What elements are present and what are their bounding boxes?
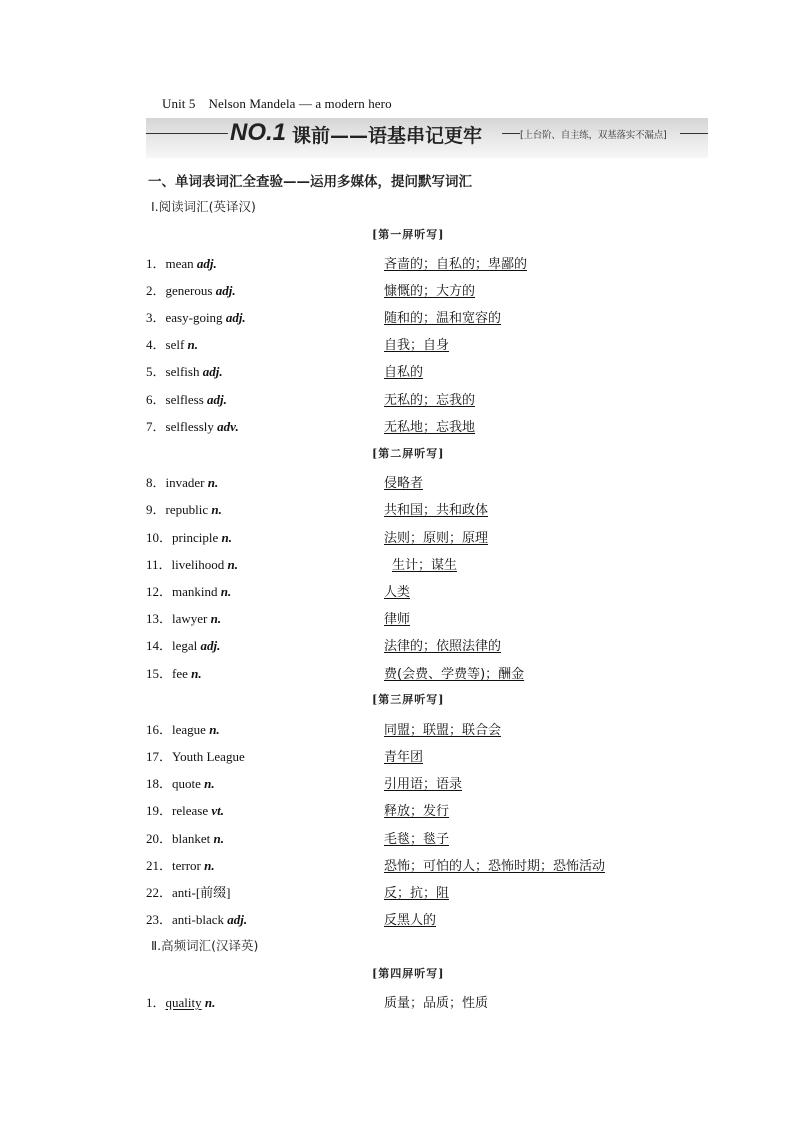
vocab-term: 22．anti-[前缀] <box>146 885 231 900</box>
vocab-term: 7．selflessly adv. <box>146 419 239 434</box>
vocab-term: 8．invader n. <box>146 475 219 490</box>
vocab-row <box>0 635 794 655</box>
vocab-translation: 自私的 <box>384 365 424 380</box>
vocab-term: 19．release vt. <box>146 803 224 818</box>
vocab-translation: 反；抗；阻 <box>384 886 450 901</box>
vocab-term: 13．lawyer n. <box>146 611 222 626</box>
vocab-translation: 法则；原则；原理 <box>384 531 489 546</box>
vocab-translation: 无私地；忘我地 <box>384 420 476 435</box>
vocab-translation: 法律的；依照法律的 <box>384 639 502 654</box>
vocab-row <box>0 719 794 739</box>
vocab-row <box>0 389 794 409</box>
vocab-translation: 自我；自身 <box>384 338 450 353</box>
vocab-row <box>0 416 794 436</box>
vocab-row <box>0 608 794 628</box>
vocab-translation: 慷慨的；大方的 <box>384 284 476 299</box>
section-banner <box>146 118 708 158</box>
vocab-translation: 人类 <box>384 585 411 600</box>
vocab-term: 9．republic n. <box>146 502 222 517</box>
vocab-term: 5．selfish adj. <box>146 364 223 379</box>
banner-rule <box>502 133 520 134</box>
banner-note: [上台阶、自主练，双基落实不漏点] <box>520 130 667 141</box>
vocab-translation: 释放；发行 <box>384 804 450 819</box>
vocab-row <box>0 499 794 519</box>
vocab-translation: 无私的；忘我的 <box>384 393 476 408</box>
vocab-translation: 毛毯；毯子 <box>384 832 450 847</box>
screen-label: [第四屏听写] <box>372 967 445 980</box>
banner-rule <box>146 133 228 134</box>
vocab-term: 20．blanket n. <box>146 831 225 846</box>
vocab-row <box>0 361 794 381</box>
vocab-term: 18．quote n. <box>146 776 215 791</box>
vocab-translation: 费(会费、学费等)；酬金 <box>384 667 525 682</box>
vocab-term: 1．quality n. <box>146 995 216 1010</box>
vocab-row <box>0 334 794 354</box>
vocab-row <box>0 909 794 929</box>
screen-label: [第二屏听写] <box>372 447 445 460</box>
vocab-term: 10．principle n. <box>146 530 232 545</box>
section-title: 一、单词表词汇全查验——运用多媒体，提问默写词汇 <box>148 174 472 190</box>
vocab-row <box>0 882 794 902</box>
vocab-term: 14．legal adj. <box>146 638 221 653</box>
vocab-translation: 质量；品质；性质 <box>384 996 489 1011</box>
vocab-term: 23．anti-black adj. <box>146 912 248 927</box>
vocab-row <box>0 554 794 574</box>
vocab-term: 3．easy-going adj. <box>146 310 246 325</box>
vocab-translation: 随和的；温和宽容的 <box>384 311 502 326</box>
banner-heading: 课前——语基串记更牢 <box>292 125 483 147</box>
vocab-translation: 共和国；共和政体 <box>384 503 489 518</box>
vocab-row <box>0 581 794 601</box>
screen-label: [第三屏听写] <box>372 693 445 706</box>
vocab-translation: 青年团 <box>384 750 424 765</box>
vocab-term: 1．mean adj. <box>146 256 217 271</box>
vocab-row <box>0 828 794 848</box>
vocab-translation: 恐怖；可怕的人；恐怖时期；恐怖活动 <box>384 859 606 874</box>
vocab-row <box>0 307 794 327</box>
vocab-translation: 侵略者 <box>384 476 424 491</box>
part1-title: Ⅰ.阅读词汇(英译汉) <box>151 199 256 214</box>
vocab-term: 21．terror n. <box>146 858 215 873</box>
part2-title: Ⅱ.高频词汇(汉译英) <box>151 938 259 953</box>
vocab-row <box>0 746 794 766</box>
vocab-translation: 吝啬的；自私的；卑鄙的 <box>384 257 528 272</box>
vocab-row <box>0 773 794 793</box>
vocab-term: 17．Youth League <box>146 749 245 764</box>
vocab-term: 16．league n. <box>146 722 220 737</box>
vocab-row <box>0 280 794 300</box>
banner-rule <box>680 133 708 134</box>
vocab-term: 15．fee n. <box>146 666 202 681</box>
vocab-row <box>0 527 794 547</box>
unit-title: Unit 5 Nelson Mandela — a modern hero <box>162 96 392 111</box>
vocab-translation: 律师 <box>384 612 411 627</box>
vocab-term: 12．mankind n. <box>146 584 232 599</box>
vocab-term: 11．livelihood n. <box>146 557 238 572</box>
vocab-term: 4．self n. <box>146 337 199 352</box>
vocab-row <box>0 992 794 1012</box>
vocab-translation: 反黑人的 <box>384 913 437 928</box>
vocab-translation: 生计；谋生 <box>392 558 458 573</box>
vocab-translation: 引用语；语录 <box>384 777 463 792</box>
vocab-row <box>0 663 794 683</box>
vocab-row <box>0 253 794 273</box>
screen-label: [第一屏听写] <box>372 228 445 241</box>
vocab-row <box>0 800 794 820</box>
vocab-row <box>0 472 794 492</box>
vocab-translation: 同盟；联盟；联合会 <box>384 723 502 738</box>
vocab-term: 2．generous adj. <box>146 283 236 298</box>
banner-number: NO.1 <box>230 119 287 146</box>
vocab-row <box>0 855 794 875</box>
vocab-term: 6．selfless adj. <box>146 392 227 407</box>
